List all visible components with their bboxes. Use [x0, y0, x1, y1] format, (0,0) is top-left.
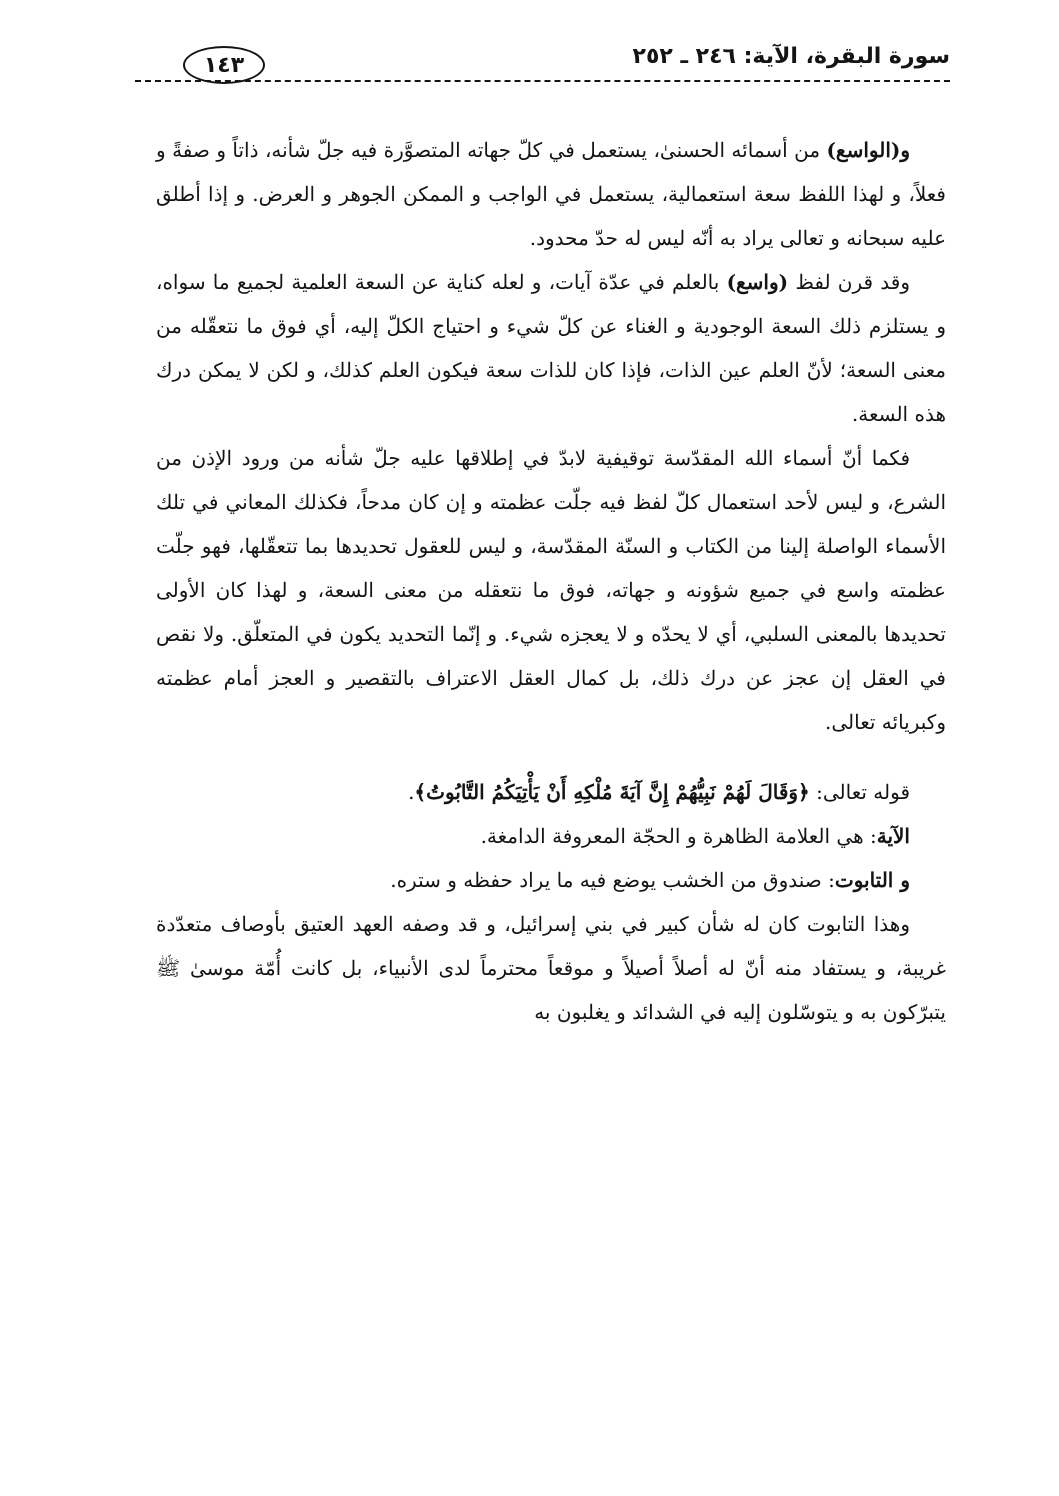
paragraph-text: وهذا التابوت كان له شأن كبير في بني إسرائيل، و قد وصفه العهد العتيق بأوصاف متعدّدة غريبة، و يستفاد منه أنّ له أصلاً أصيلاً و موقعاً محترماً لدى الأنبياء، بل كانت أُمّة موسىٰ ﷺ يتبرّكون به و يتوسّلون إليه في الشدائد و يغلبون به	[156, 912, 946, 1024]
header-divider	[135, 80, 950, 82]
definition-text: : صندوق من الخشب يوضع فيه ما يراد حفظه و ستره.	[390, 868, 835, 892]
definition-text: : هي العلامة الظاهرة و الحجّة المعروفة الدامغة.	[480, 824, 877, 848]
paragraph-divine-names	[156, 436, 946, 744]
paragraph-wasi-knowledge	[156, 260, 946, 436]
term-al-wasi: و(الواسع)	[826, 138, 910, 162]
page-body	[156, 128, 946, 1034]
term-tabut: و التابوت	[834, 868, 910, 892]
paragraph-prefix: وقد قرن لفظ	[788, 270, 910, 294]
term-ayah: الآية	[876, 824, 910, 848]
paragraph-text: بالعلم في عدّة آيات، و لعله كناية عن السعة العلمية لجميع ما سواه، و يستلزم ذلك السعة الوجودية و الغناء عن كلّ شيء و احتياج الكلّ إليه، أي فوق ما نتعقّله من معنى السعة؛ لأنّ العلم عين الذات، فإذا كان للذات سعة فيكون العلم كذلك، و لكن لا يمكن درك هذه السعة.	[156, 270, 946, 426]
verse-quote	[156, 770, 946, 814]
verse-end: .	[408, 780, 415, 804]
definition-tabut	[156, 858, 946, 902]
paragraph-text: فكما أنّ أسماء الله المقدّسة توقيفية لابدّ في إطلاقها عليه جلّ شأنه من ورود الإذن من الشرع، و ليس لأحد استعمال كلّ لفظ فيه جلّت عظمته و إن كان مدحاً، فكذلك المعاني في تلك الأسماء الواصلة إلينا من الكتاب و السنّة المقدّسة، و ليس للعقول تحديدها بما تتعقّلها، فهو جلّت عظمته واسع في جميع شؤونه و جهاته، فوق ما نتعقله من معنى السعة، و لهذا كان الأولى تحديدها بالمعنى السلبي، أي لا يحدّه و لا يعجزه شيء. و إنّما التحديد يكون في المتعلّق. ولا نقص في العقل إن عجز عن درك ذلك، بل كمال العقل الاعتراف بالتقصير و العجز أمام عظمته وكبريائه تعالى.	[156, 446, 946, 734]
paragraph-tabut-history	[156, 902, 946, 1034]
page-number: ١٤٣	[183, 46, 265, 84]
page-header	[135, 40, 950, 84]
verse-prefix: قوله تعالى:	[809, 780, 910, 804]
surah-title: سورة البقرة، الآية: ٢٤٦ ـ ٢٥٢	[632, 44, 950, 69]
verse-text: ﴿وَقَالَ لَهُمْ نَبِيُّهُمْ إِنَّ آيَةَ مُلْكِهِ أَنْ يَأْتِيَكُمُ التَّابُوتُ﴾	[414, 780, 810, 804]
section-gap	[156, 744, 946, 770]
paragraph-text: من أسمائه الحسنىٰ، يستعمل في كلّ جهاته المتصوَّرة فيه جلّ شأنه، ذاتاً و صفةً و فعلاً، و لهذا اللفظ سعة استعمالية، يستعمل في الواجب و الممكن الجوهر و العرض. و إذا أطلق عليه سبحانه و تعالى يراد به أنّه ليس له حدّ محدود.	[156, 138, 946, 250]
definition-ayah	[156, 814, 946, 858]
term-wasi: (واسع)	[726, 270, 789, 294]
paragraph-al-wasi	[156, 128, 946, 260]
